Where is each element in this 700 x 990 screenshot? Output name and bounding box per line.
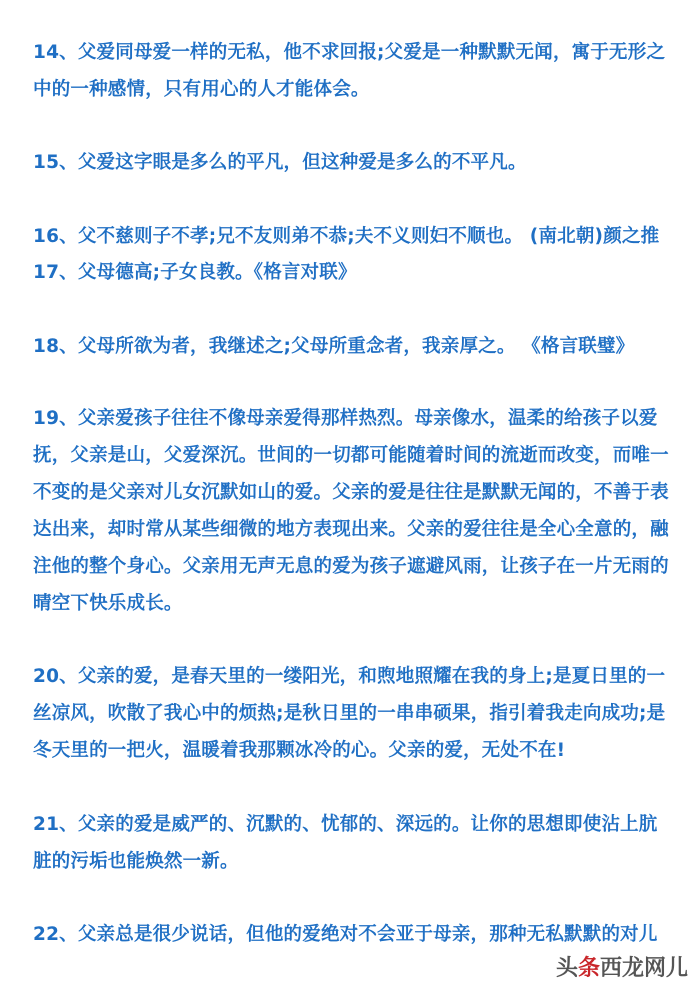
line-17: 17、父母德高;子女良教。《格言对联》 bbox=[33, 262, 357, 283]
watermark bbox=[550, 952, 694, 986]
line-16: 16、父不慈则子不孝;兄不友则弟不恭;夫不义则妇不顺也。 (南北朝)颜之推 bbox=[33, 226, 660, 247]
line-19-c: 不变的是父亲对儿女沉默如山的爱。父亲的爱是往往是默默无闻的，不善于表 bbox=[33, 482, 669, 503]
line-18: 18、父母所欲为者，我继述之;父母所重念者，我亲厚之。 《格言联璧》 bbox=[33, 336, 635, 357]
line-15: 15、父爱这字眼是多么的平凡，但这种爱是多么的不平凡。 bbox=[33, 152, 527, 173]
line-19-b: 抚，父亲是山，父爱深沉。世间的一切都可能随着时间的流逝而改变，而唯一 bbox=[33, 445, 669, 466]
line-22: 22、父亲总是很少说话，但他的爱绝对不会亚于母亲，那种无私默默的对儿 bbox=[33, 924, 658, 945]
line-21-a: 21、父亲的爱是威严的、沉默的、忧郁的、深远的。让你的思想即使沾上肮 bbox=[33, 814, 658, 835]
line-14-b: 中的一种感情，只有用心的人才能体会。 bbox=[33, 79, 370, 100]
line-19-d: 达出来，却时常从某些细微的地方表现出来。父亲的爱往往是全心全意的，融 bbox=[33, 519, 669, 540]
line-20-a: 20、父亲的爱，是春天里的一缕阳光，和煦地照耀在我的身上;是夏日里的一 bbox=[33, 666, 666, 687]
line-20-c: 冬天里的一把火，温暖着我那颗冰冷的心。父亲的爱，无处不在! bbox=[33, 740, 566, 761]
line-19-e: 注他的整个身心。父亲用无声无息的爱为孩子遮避风雨，让孩子在一片无雨的 bbox=[33, 556, 669, 577]
line-21-b: 脏的污垢也能焕然一新。 bbox=[33, 851, 239, 872]
line-19-a: 19、父亲爱孩子往往不像母亲爱得那样热烈。母亲像水，温柔的给孩子以爱 bbox=[33, 408, 658, 429]
watermark-text: 头条西龙网儿 bbox=[555, 956, 688, 981]
line-20-b: 丝凉风，吹散了我心中的烦热;是秋日里的一串串硕果，指引着我走向成功;是 bbox=[33, 703, 666, 724]
line-14-a: 14、父爱同母爱一样的无私，他不求回报;父爱是一种默默无闻，寓于无形之 bbox=[33, 42, 666, 63]
line-19-f: 晴空下快乐成长。 bbox=[33, 593, 183, 614]
